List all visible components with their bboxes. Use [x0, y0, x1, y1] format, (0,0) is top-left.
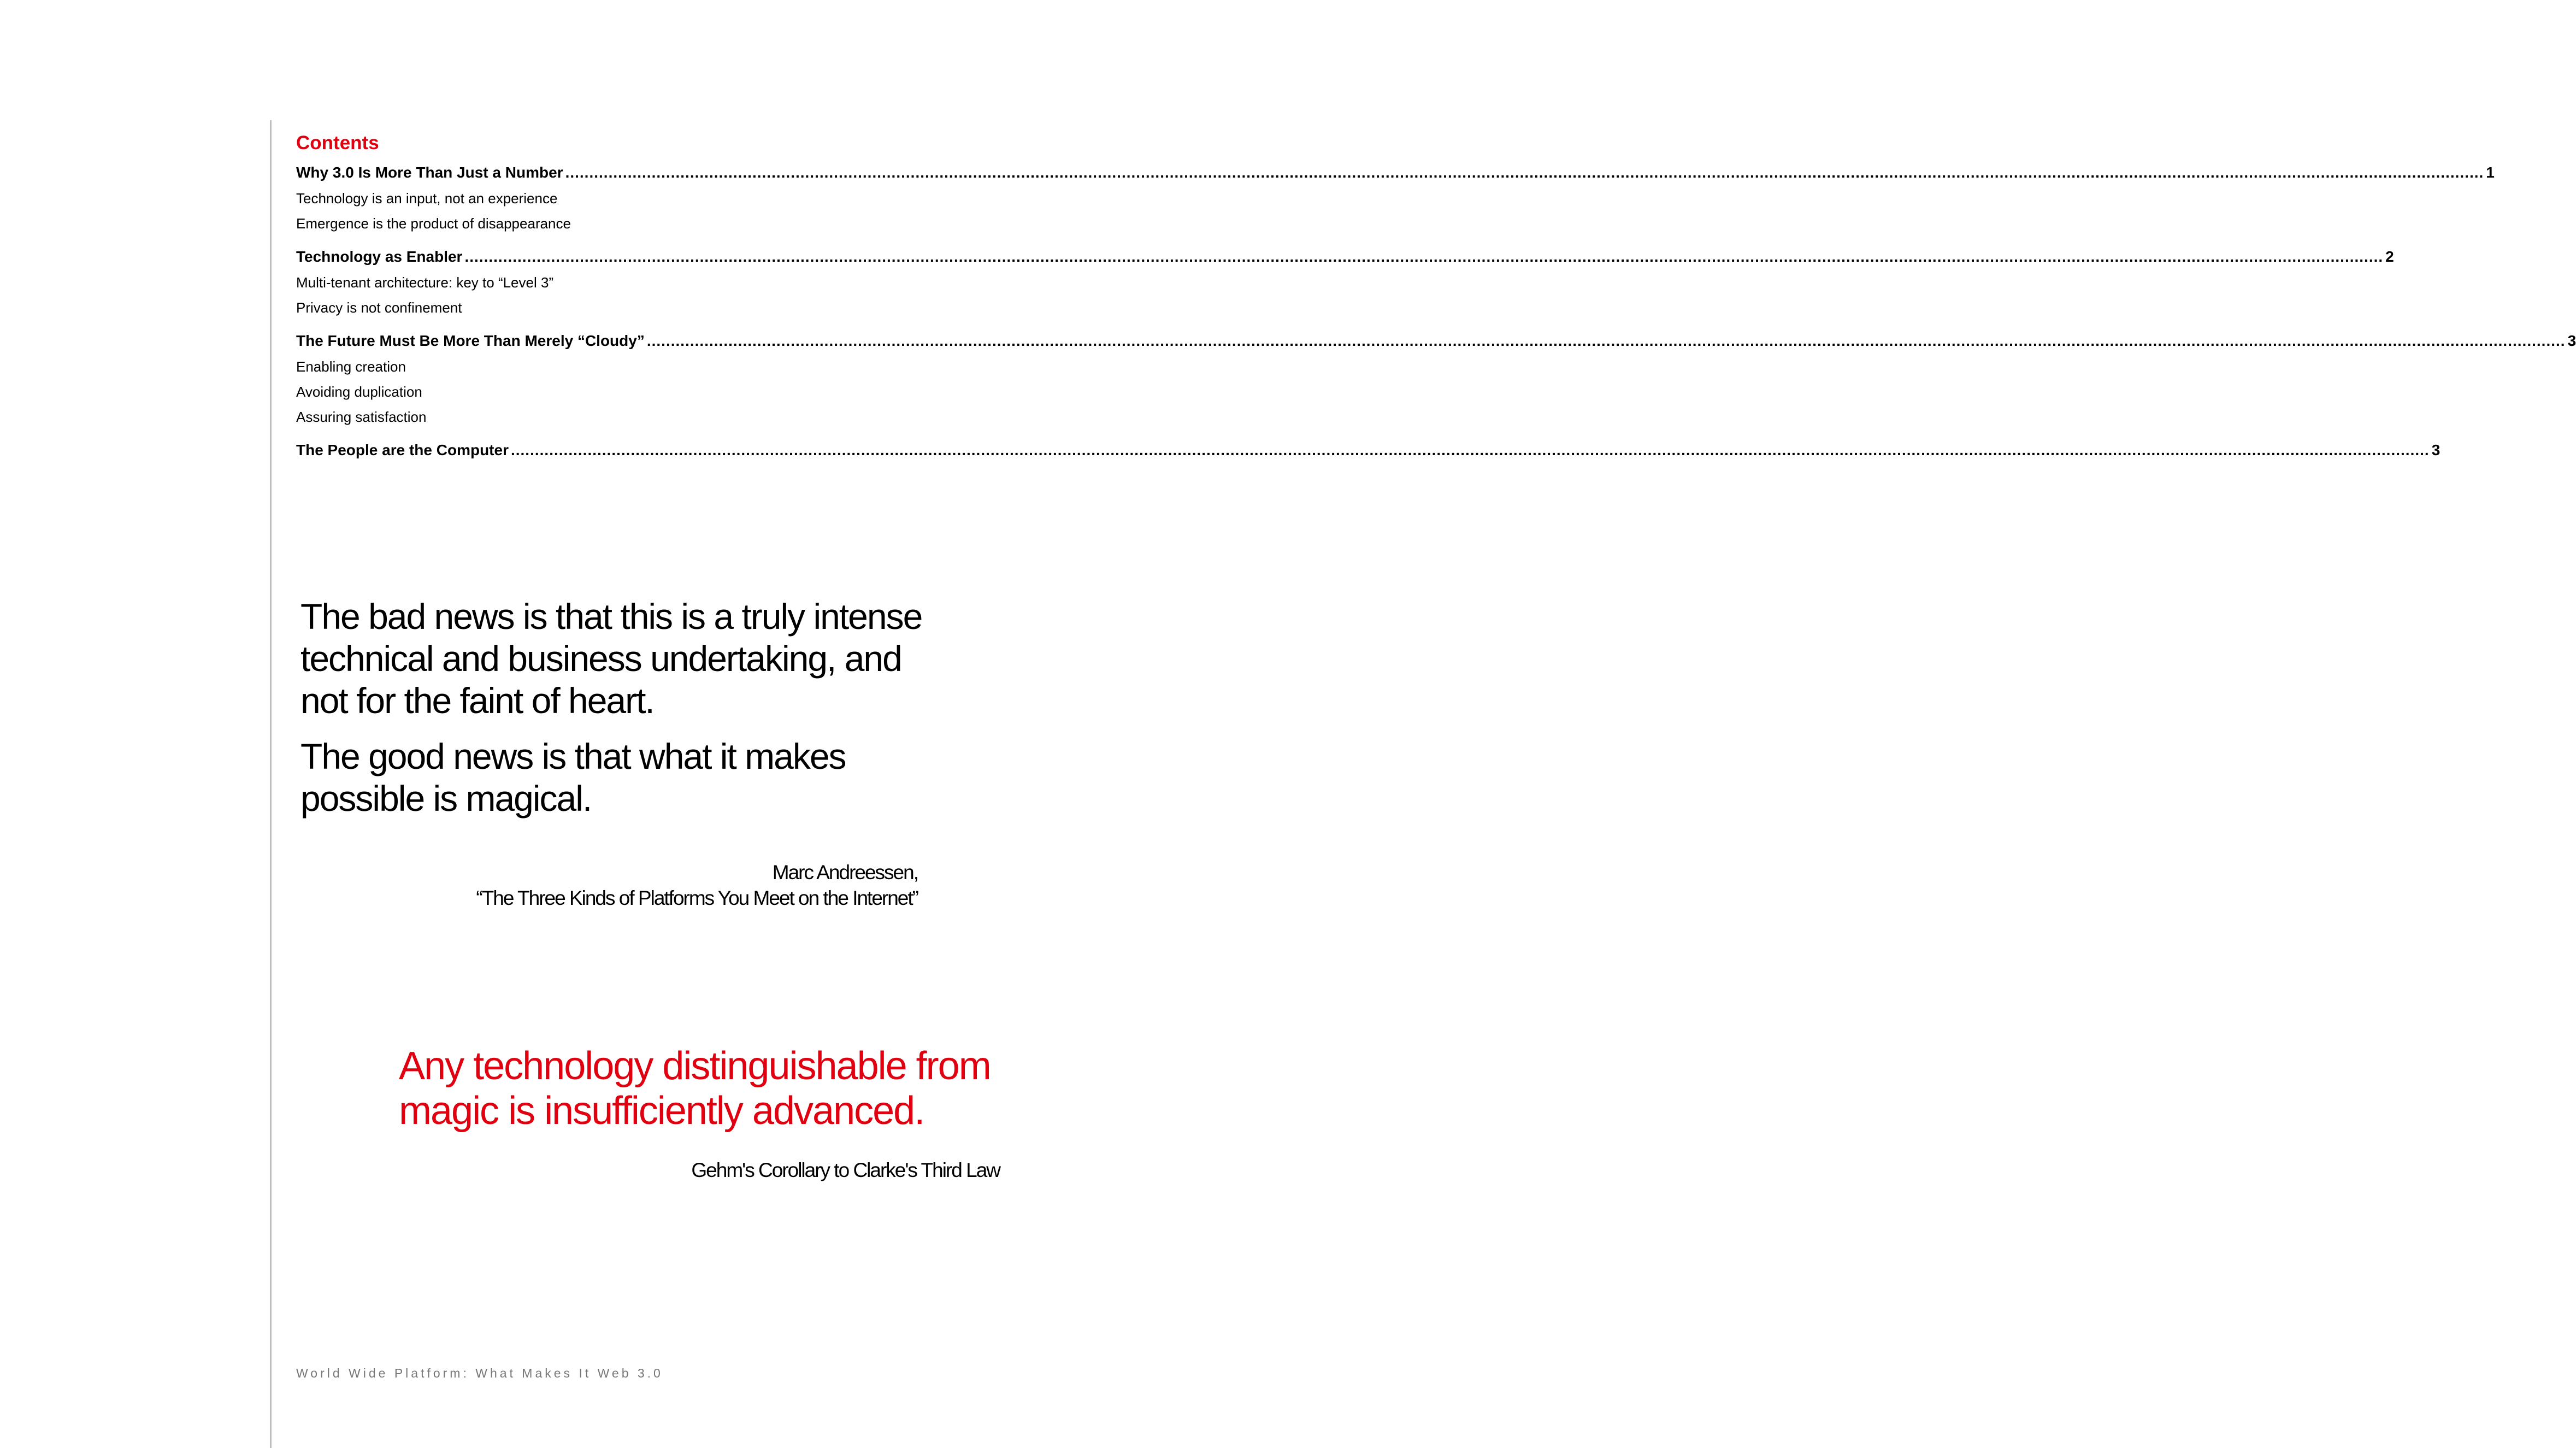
- toc-subentry[interactable]: Avoiding duplication: [296, 384, 422, 400]
- toc-subentry[interactable]: Technology is an input, not an experience: [296, 190, 558, 207]
- toc-page-number: 2: [2385, 248, 2394, 265]
- toc-entry-people-computer[interactable]: [296, 437, 2441, 463]
- toc-page-number: 1: [2486, 164, 2495, 181]
- dot-leader: ................................................................................................................................................................................................................................................................................................................................................................................................................: [510, 442, 2430, 458]
- toc-subentry[interactable]: Privacy is not confinement: [296, 299, 462, 316]
- dot-leader: ................................................................................................................................................................................................................................................................................................................................................................................................................: [646, 332, 2566, 349]
- andreessen-quote: [300, 596, 945, 833]
- toc-entry-label: The People are the Computer: [296, 442, 509, 458]
- toc-section: [296, 328, 2576, 429]
- quote-author: Marc Andreessen,: [772, 861, 918, 884]
- toc-entry-label: Why 3.0 Is More Than Just a Number: [296, 164, 563, 181]
- toc-entry-label: Technology as Enabler: [296, 248, 463, 265]
- contents-heading: Contents: [296, 132, 379, 154]
- toc-entry-why-3-0[interactable]: [296, 160, 2495, 186]
- toc-page-number: 3: [2567, 332, 2576, 349]
- toc-page-number: 3: [2431, 442, 2441, 458]
- pull-quote: Any technology distinguishable from magic is insufficiently advanced.: [399, 1044, 991, 1133]
- quote-source: “The Three Kinds of Platforms You Meet on the Internet”: [476, 887, 918, 909]
- page-footer: World Wide Platform: What Makes It Web 3.0: [296, 1366, 663, 1380]
- toc-subentry[interactable]: Multi-tenant architecture: key to “Level 3”: [296, 274, 554, 291]
- quote-paragraph-good-news: The good news is that what it makes possible is magical.: [300, 736, 846, 819]
- dot-leader: ................................................................................................................................................................................................................................................................................................................................................................................................................: [464, 248, 2384, 265]
- toc-section: [296, 244, 2394, 320]
- dot-leader: ................................................................................................................................................................................................................................................................................................................................................................................................................: [565, 164, 2484, 181]
- table-of-contents: [296, 130, 2576, 471]
- toc-subentry[interactable]: Enabling creation: [296, 358, 406, 375]
- toc-subentry[interactable]: Emergence is the product of disappearance: [296, 215, 571, 232]
- quote-paragraph-bad-news: The bad news is that this is a truly intense technical and business undertaking, and not for the faint of heart.: [300, 596, 922, 721]
- margin-rule: [270, 120, 272, 1448]
- andreessen-attribution: [382, 860, 918, 911]
- toc-entry-future-cloudy[interactable]: [296, 328, 2576, 354]
- toc-section: [296, 160, 2495, 236]
- toc-entry-label: The Future Must Be More Than Merely “Cloudy”: [296, 332, 645, 349]
- toc-section: [296, 437, 2441, 463]
- toc-subentry[interactable]: Assuring satisfaction: [296, 409, 427, 425]
- toc-entry-technology-as-enabler[interactable]: [296, 244, 2394, 270]
- pull-quote-attribution: Gehm's Corollary to Clarke's Third Law: [691, 1159, 1000, 1181]
